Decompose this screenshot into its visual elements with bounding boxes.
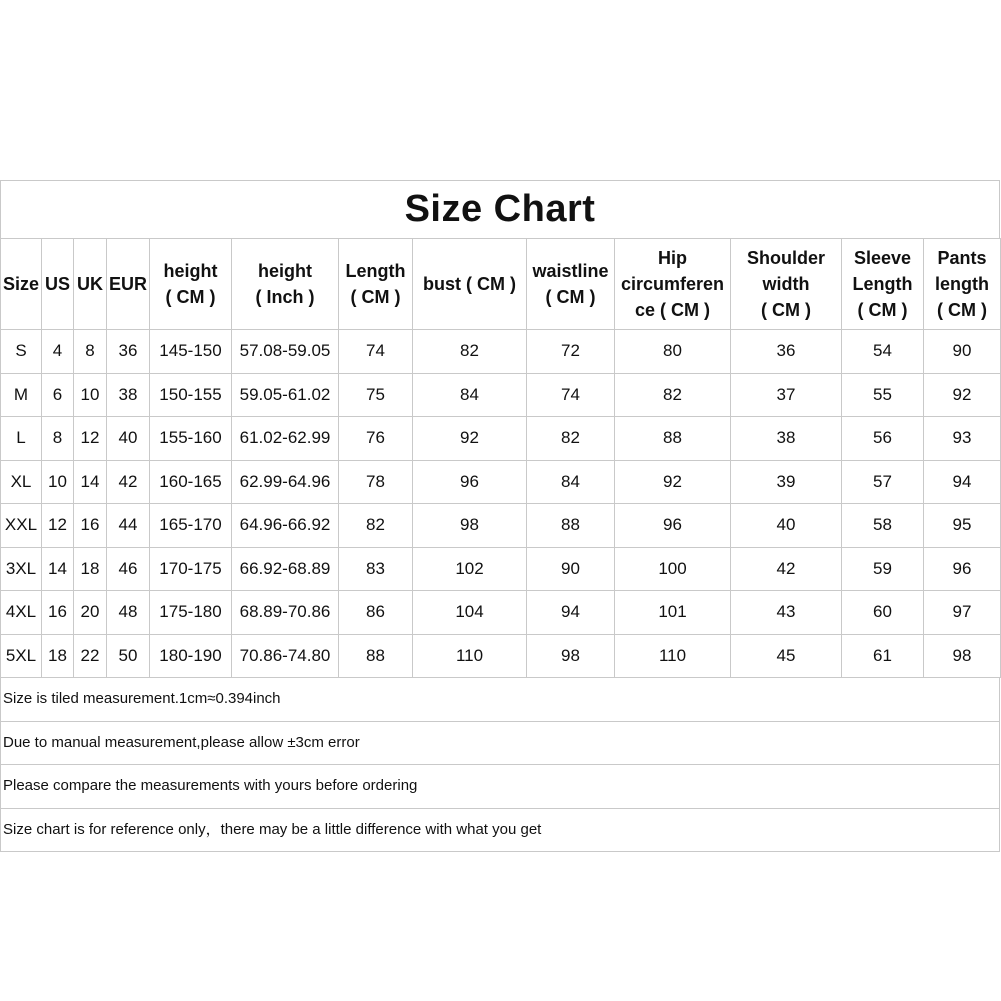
table-cell: 4XL — [1, 591, 42, 635]
table-cell: 16 — [42, 591, 74, 635]
note-line: Due to manual measurement,please allow ±3cm error — [0, 722, 1000, 766]
table-cell: 76 — [339, 417, 413, 461]
table-cell: 3XL — [1, 547, 42, 591]
table-cell: 54 — [842, 330, 924, 374]
table-cell: 39 — [731, 460, 842, 504]
table-cell: 10 — [74, 373, 107, 417]
table-cell: 14 — [42, 547, 74, 591]
table-cell: 92 — [615, 460, 731, 504]
table-cell: 62.99-64.96 — [232, 460, 339, 504]
table-cell: 180-190 — [150, 634, 232, 678]
table-cell: 66.92-68.89 — [232, 547, 339, 591]
table-cell: 40 — [731, 504, 842, 548]
table-cell: 18 — [74, 547, 107, 591]
column-header-pants: Pants length ( CM ) — [924, 239, 1001, 330]
table-cell: 74 — [339, 330, 413, 374]
table-cell: 8 — [42, 417, 74, 461]
table-row — [1, 417, 1001, 461]
table-cell: 8 — [74, 330, 107, 374]
table-cell: 90 — [924, 330, 1001, 374]
table-cell: 64.96-66.92 — [232, 504, 339, 548]
table-cell: 104 — [413, 591, 527, 635]
table-cell: 59.05-61.02 — [232, 373, 339, 417]
table-row — [1, 634, 1001, 678]
table-cell: 48 — [107, 591, 150, 635]
table-cell: 92 — [924, 373, 1001, 417]
table-cell: 170-175 — [150, 547, 232, 591]
table-cell: 78 — [339, 460, 413, 504]
table-cell: 88 — [615, 417, 731, 461]
table-cell: L — [1, 417, 42, 461]
table-cell: 74 — [527, 373, 615, 417]
table-cell: 82 — [527, 417, 615, 461]
table-cell: 14 — [74, 460, 107, 504]
table-cell: 6 — [42, 373, 74, 417]
table-cell: 150-155 — [150, 373, 232, 417]
table-cell: 40 — [107, 417, 150, 461]
table-cell: 95 — [924, 504, 1001, 548]
table-cell: XL — [1, 460, 42, 504]
table-cell: 100 — [615, 547, 731, 591]
column-header-size: Size — [1, 239, 42, 330]
size-table — [0, 238, 1001, 678]
table-cell: 37 — [731, 373, 842, 417]
table-row — [1, 504, 1001, 548]
table-cell: 75 — [339, 373, 413, 417]
table-cell: 110 — [413, 634, 527, 678]
table-cell: 90 — [527, 547, 615, 591]
table-cell: 88 — [527, 504, 615, 548]
table-cell: 5XL — [1, 634, 42, 678]
table-cell: 88 — [339, 634, 413, 678]
table-cell: XXL — [1, 504, 42, 548]
table-cell: 175-180 — [150, 591, 232, 635]
table-cell: 94 — [924, 460, 1001, 504]
table-cell: 93 — [924, 417, 1001, 461]
table-cell: 43 — [731, 591, 842, 635]
table-cell: 110 — [615, 634, 731, 678]
note-line: Size is tiled measurement.1cm≈0.394inch — [0, 678, 1000, 722]
table-cell: 61 — [842, 634, 924, 678]
table-cell: 94 — [527, 591, 615, 635]
table-cell: 98 — [413, 504, 527, 548]
column-header-us: US — [42, 239, 74, 330]
table-cell: 42 — [107, 460, 150, 504]
table-cell: 57 — [842, 460, 924, 504]
table-body — [1, 330, 1001, 678]
table-cell: 97 — [924, 591, 1001, 635]
table-cell: 82 — [615, 373, 731, 417]
table-cell: 82 — [339, 504, 413, 548]
table-cell: 10 — [42, 460, 74, 504]
table-cell: 70.86-74.80 — [232, 634, 339, 678]
table-cell: 20 — [74, 591, 107, 635]
table-cell: 96 — [413, 460, 527, 504]
table-cell: 84 — [527, 460, 615, 504]
column-header-waistline: waistline ( CM ) — [527, 239, 615, 330]
table-cell: 96 — [924, 547, 1001, 591]
table-cell: 165-170 — [150, 504, 232, 548]
table-cell: 96 — [615, 504, 731, 548]
table-cell: 102 — [413, 547, 527, 591]
table-cell: 101 — [615, 591, 731, 635]
table-row — [1, 591, 1001, 635]
table-row — [1, 547, 1001, 591]
table-cell: S — [1, 330, 42, 374]
column-header-height-inch: height ( Inch ) — [232, 239, 339, 330]
column-header-height-cm: height ( CM ) — [150, 239, 232, 330]
table-cell: 86 — [339, 591, 413, 635]
table-cell: 50 — [107, 634, 150, 678]
table-cell: 155-160 — [150, 417, 232, 461]
column-header-uk: UK — [74, 239, 107, 330]
table-cell: 36 — [731, 330, 842, 374]
table-cell: 18 — [42, 634, 74, 678]
table-cell: 59 — [842, 547, 924, 591]
table-header-row — [1, 239, 1001, 330]
table-cell: 98 — [527, 634, 615, 678]
column-header-hip: Hip circumferen ce ( CM ) — [615, 239, 731, 330]
table-cell: 38 — [107, 373, 150, 417]
table-cell: 22 — [74, 634, 107, 678]
table-cell: 98 — [924, 634, 1001, 678]
table-cell: 72 — [527, 330, 615, 374]
table-cell: 68.89-70.86 — [232, 591, 339, 635]
table-cell: 84 — [413, 373, 527, 417]
notes-list — [0, 678, 1000, 852]
table-cell: 12 — [74, 417, 107, 461]
size-chart — [0, 180, 1000, 852]
table-cell: 60 — [842, 591, 924, 635]
table-cell: 160-165 — [150, 460, 232, 504]
table-cell: 80 — [615, 330, 731, 374]
table-cell: 145-150 — [150, 330, 232, 374]
column-header-eur: EUR — [107, 239, 150, 330]
table-cell: M — [1, 373, 42, 417]
column-header-bust: bust ( CM ) — [413, 239, 527, 330]
table-cell: 42 — [731, 547, 842, 591]
page-title: Size Chart — [0, 180, 1000, 238]
note-line: Size chart is for reference only，there may be a little difference with what you get — [0, 809, 1000, 853]
table-cell: 38 — [731, 417, 842, 461]
table-cell: 61.02-62.99 — [232, 417, 339, 461]
table-row — [1, 373, 1001, 417]
table-cell: 58 — [842, 504, 924, 548]
table-cell: 57.08-59.05 — [232, 330, 339, 374]
table-cell: 36 — [107, 330, 150, 374]
table-cell: 83 — [339, 547, 413, 591]
table-cell: 92 — [413, 417, 527, 461]
table-cell: 82 — [413, 330, 527, 374]
note-line: Please compare the measurements with yours before ordering — [0, 765, 1000, 809]
table-row — [1, 330, 1001, 374]
table-cell: 44 — [107, 504, 150, 548]
table-cell: 46 — [107, 547, 150, 591]
column-header-length: Length ( CM ) — [339, 239, 413, 330]
table-cell: 56 — [842, 417, 924, 461]
column-header-shoulder: Shoulder width ( CM ) — [731, 239, 842, 330]
table-cell: 45 — [731, 634, 842, 678]
table-cell: 55 — [842, 373, 924, 417]
column-header-sleeve: Sleeve Length ( CM ) — [842, 239, 924, 330]
table-cell: 4 — [42, 330, 74, 374]
table-cell: 12 — [42, 504, 74, 548]
table-cell: 16 — [74, 504, 107, 548]
table-row — [1, 460, 1001, 504]
